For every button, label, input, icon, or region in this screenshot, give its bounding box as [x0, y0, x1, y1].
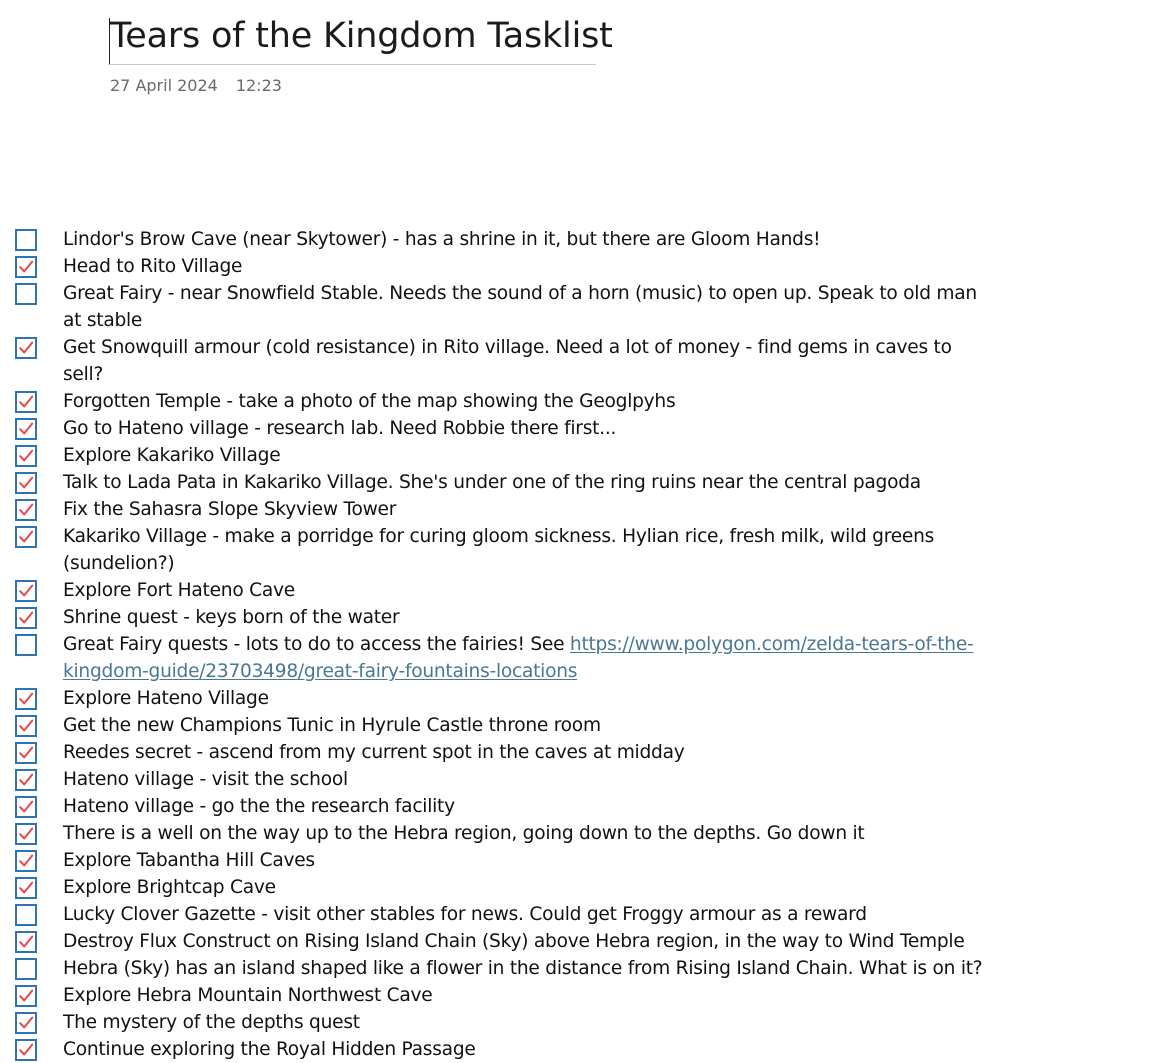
task-label: Explore Kakariko Village	[63, 445, 281, 466]
task-item	[0, 712, 1150, 739]
task-item	[0, 874, 1150, 901]
task-item	[0, 226, 1150, 253]
task-text[interactable]	[63, 1009, 993, 1036]
task-checkbox[interactable]	[15, 1012, 37, 1034]
task-text[interactable]	[63, 253, 993, 280]
task-label: Hateno village - go the the research facility	[63, 796, 455, 817]
task-label: Explore Fort Hateno Cave	[63, 580, 295, 601]
task-checkbox[interactable]	[15, 499, 37, 521]
task-item	[0, 982, 1150, 1009]
task-item	[0, 388, 1150, 415]
task-text[interactable]	[63, 442, 993, 469]
task-item	[0, 631, 1150, 685]
checkmark-icon	[17, 609, 35, 627]
page-time: 12:23	[235, 76, 282, 95]
task-label: There is a well on the way up to the Hebra region, going down to the depths. Go down it	[63, 823, 865, 844]
task-checkbox[interactable]	[15, 229, 37, 251]
task-item	[0, 793, 1150, 820]
task-text[interactable]	[63, 604, 993, 631]
task-text[interactable]	[63, 415, 993, 442]
task-text[interactable]	[63, 874, 993, 901]
task-checkbox[interactable]	[15, 931, 37, 953]
task-item	[0, 280, 1150, 334]
checkmark-icon	[17, 771, 35, 789]
checkmark-icon	[17, 420, 35, 438]
task-checkbox[interactable]	[15, 904, 37, 926]
task-text[interactable]	[63, 280, 993, 334]
task-link[interactable]: https://www.polygon.com/zelda-tears-of-the-kingdom-guide/23703498/great-fairy-fountains-locations	[63, 634, 974, 682]
task-checkbox[interactable]	[15, 634, 37, 656]
checkmark-icon	[17, 393, 35, 411]
task-checkbox[interactable]	[15, 580, 37, 602]
task-item	[0, 604, 1150, 631]
task-text[interactable]	[63, 793, 993, 820]
task-item	[0, 334, 1150, 388]
task-checkbox[interactable]	[15, 445, 37, 467]
task-item	[0, 928, 1150, 955]
task-item	[0, 847, 1150, 874]
checkmark-icon	[17, 852, 35, 870]
task-checkbox[interactable]	[15, 256, 37, 278]
task-item	[0, 901, 1150, 928]
task-label: Talk to Lada Pata in Kakariko Village. She's under one of the ring ruins near the central pagoda	[63, 472, 921, 493]
task-checkbox[interactable]	[15, 607, 37, 629]
task-checkbox[interactable]	[15, 337, 37, 359]
task-label: Hebra (Sky) has an island shaped like a flower in the distance from Rising Island Chain. What is on it?	[63, 958, 983, 979]
task-text[interactable]	[63, 928, 993, 955]
task-label: Get the new Champions Tunic in Hyrule Castle throne room	[63, 715, 601, 736]
task-text[interactable]	[63, 739, 993, 766]
task-item	[0, 253, 1150, 280]
task-label: Great Fairy quests - lots to do to access the fairies! See	[63, 634, 570, 655]
task-item	[0, 1036, 1150, 1063]
task-label: Forgotten Temple - take a photo of the map showing the Geoglpyhs	[63, 391, 676, 412]
checkmark-icon	[17, 717, 35, 735]
task-label: Head to Rito Village	[63, 256, 243, 277]
task-checkbox[interactable]	[15, 283, 37, 305]
checkmark-icon	[17, 447, 35, 465]
task-text[interactable]	[63, 577, 993, 604]
task-item	[0, 820, 1150, 847]
task-label: Lucky Clover Gazette - visit other stables for news. Could get Froggy armour as a reward	[63, 904, 867, 925]
page-title-field[interactable]	[108, 14, 613, 65]
task-label: Destroy Flux Construct on Rising Island Chain (Sky) above Hebra region, in the way to Wind Temple	[63, 931, 965, 952]
task-checkbox[interactable]	[15, 850, 37, 872]
checkmark-icon	[17, 582, 35, 600]
task-label: Go to Hateno village - research lab. Need Robbie there first...	[63, 418, 617, 439]
task-item	[0, 442, 1150, 469]
checkmark-icon	[17, 879, 35, 897]
task-item	[0, 1009, 1150, 1036]
task-label: Hateno village - visit the school	[63, 769, 348, 790]
checkmark-icon	[17, 258, 35, 276]
page-date: 27 April 2024	[110, 76, 218, 95]
task-text[interactable]	[63, 631, 993, 685]
task-checkbox[interactable]	[15, 985, 37, 1007]
task-checkbox[interactable]	[15, 391, 37, 413]
task-text[interactable]	[63, 685, 993, 712]
task-label: Great Fairy - near Snowfield Stable. Needs the sound of a horn (music) to open up. Speak to old man at stable	[63, 283, 977, 331]
task-label: Explore Hebra Mountain Northwest Cave	[63, 985, 433, 1006]
checkmark-icon	[17, 528, 35, 546]
task-text[interactable]	[63, 226, 993, 253]
task-list	[0, 226, 1150, 1063]
checkmark-icon	[17, 987, 35, 1005]
checkmark-icon	[17, 744, 35, 762]
task-item	[0, 685, 1150, 712]
checkmark-icon	[17, 474, 35, 492]
task-text[interactable]	[63, 523, 993, 577]
checkmark-icon	[17, 1014, 35, 1032]
task-checkbox[interactable]	[15, 715, 37, 737]
task-checkbox[interactable]	[15, 823, 37, 845]
checkmark-icon	[17, 798, 35, 816]
task-label: Explore Brightcap Cave	[63, 877, 276, 898]
task-item	[0, 496, 1150, 523]
checkmark-icon	[17, 933, 35, 951]
note-header	[108, 14, 613, 95]
task-item	[0, 577, 1150, 604]
task-item	[0, 415, 1150, 442]
task-checkbox[interactable]	[15, 688, 37, 710]
page-timestamp	[110, 76, 282, 95]
task-text[interactable]	[63, 901, 993, 928]
task-label: Fix the Sahasra Slope Skyview Tower	[63, 499, 397, 520]
task-checkbox[interactable]	[15, 742, 37, 764]
task-checkbox[interactable]	[15, 1039, 37, 1061]
task-label: Lindor's Brow Cave (near Skytower) - has a shrine in it, but there are Gloom Hands!	[63, 229, 821, 250]
checkmark-icon	[17, 825, 35, 843]
page-title[interactable]: Tears of the Kingdom Tasklist	[110, 16, 613, 56]
task-text[interactable]	[63, 712, 993, 739]
task-label: Continue exploring the Royal Hidden Passage	[63, 1039, 476, 1060]
task-label: The mystery of the depths quest	[63, 1012, 360, 1033]
task-checkbox[interactable]	[15, 472, 37, 494]
task-checkbox[interactable]	[15, 958, 37, 980]
task-text[interactable]	[63, 469, 993, 496]
task-checkbox[interactable]	[15, 877, 37, 899]
task-item	[0, 739, 1150, 766]
checkmark-icon	[17, 501, 35, 519]
task-text[interactable]	[63, 955, 993, 982]
task-item	[0, 955, 1150, 982]
task-text[interactable]	[63, 496, 993, 523]
checkmark-icon	[17, 339, 35, 357]
task-label: Explore Hateno Village	[63, 688, 269, 709]
task-label: Kakariko Village - make a porridge for curing gloom sickness. Hylian rice, fresh milk, wild greens (sundelion?)	[63, 526, 935, 574]
task-label: Explore Tabantha Hill Caves	[63, 850, 315, 871]
task-item	[0, 469, 1150, 496]
task-item	[0, 766, 1150, 793]
task-text[interactable]	[63, 982, 993, 1009]
task-text[interactable]	[63, 334, 993, 388]
checkmark-icon	[17, 1041, 35, 1059]
checkmark-icon	[17, 690, 35, 708]
task-text[interactable]	[63, 847, 993, 874]
task-checkbox[interactable]	[15, 769, 37, 791]
task-label: Get Snowquill armour (cold resistance) in Rito village. Need a lot of money - find gems in caves to sell?	[63, 337, 952, 385]
task-label: Reedes secret - ascend from my current spot in the caves at midday	[63, 742, 685, 763]
task-label: Shrine quest - keys born of the water	[63, 607, 400, 628]
task-text[interactable]	[63, 388, 993, 415]
task-item	[0, 523, 1150, 577]
task-text[interactable]	[63, 1036, 993, 1063]
task-checkbox[interactable]	[15, 796, 37, 818]
task-text[interactable]	[63, 820, 993, 847]
task-checkbox[interactable]	[15, 526, 37, 548]
task-checkbox[interactable]	[15, 418, 37, 440]
task-text[interactable]	[63, 766, 993, 793]
